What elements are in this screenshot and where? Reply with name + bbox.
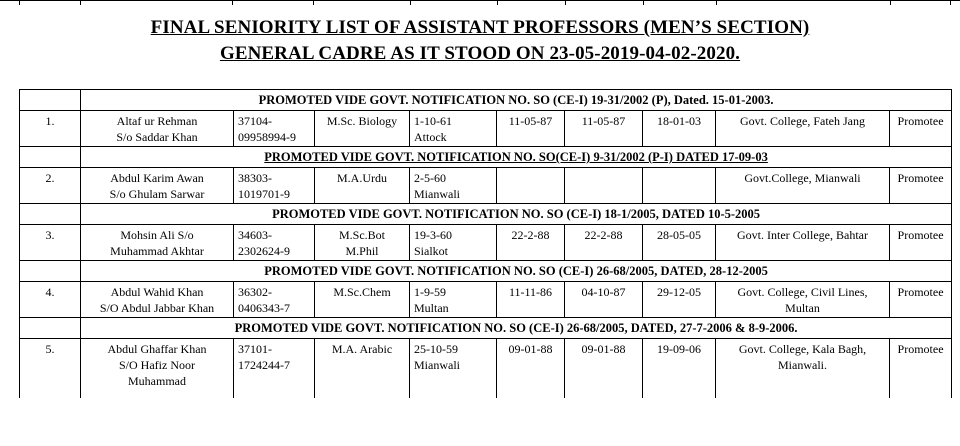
qualification-cell bbox=[315, 282, 410, 318]
notification-header-row bbox=[20, 204, 952, 225]
document-title-line-2: GENERAL CADRE AS IT STOOD ON 23-05-2019-04-02-2020. bbox=[219, 43, 741, 64]
date2-cell: 09-01-88 bbox=[565, 339, 643, 399]
posting-cell bbox=[716, 282, 890, 318]
sections.1.row.name-line: S/o Ghulam Sarwar bbox=[109, 187, 205, 201]
sections.1.row.cnic-line: 1019701-9 bbox=[238, 187, 290, 201]
remarks-cell: Promotee bbox=[890, 111, 952, 147]
serial-number: 4. bbox=[20, 282, 81, 318]
sections.3.row.qualification-line: M.Sc.Chem bbox=[333, 285, 391, 299]
sections.4.row.posting-line: Mianwali. bbox=[778, 358, 827, 372]
sections.4.row.dob-line: 25-10-59 bbox=[414, 342, 458, 356]
qualification-cell bbox=[315, 225, 410, 261]
name-cell bbox=[81, 225, 234, 261]
date1-cell: 22-2-88 bbox=[497, 225, 565, 261]
sections.4.row.qualification-line: M.A. Arabic bbox=[331, 342, 393, 356]
sections.4.row.name-line: S/O Hafiz Noor bbox=[119, 358, 195, 372]
dob-domicile-cell bbox=[410, 282, 497, 318]
date3-cell bbox=[643, 168, 716, 204]
sections.1.row.cnic-line: 38303- bbox=[238, 171, 272, 185]
dob-domicile-cell bbox=[410, 111, 497, 147]
posting-cell bbox=[716, 225, 890, 261]
sections.3.row.dob-line: 1-9-59 bbox=[414, 285, 446, 299]
table-row bbox=[20, 111, 952, 147]
sections.0.row.dob-line: Attock bbox=[414, 130, 447, 144]
sections.4.row.name-line: Abdul Ghaffar Khan bbox=[107, 342, 207, 356]
sections.4.row.name-line: Muhammad bbox=[128, 374, 186, 388]
sections.2.row.cnic-line: 2302624-9 bbox=[238, 244, 290, 258]
notification-header: PROMOTED VIDE GOVT. NOTIFICATION NO. SO (CE-I) 26-68/2005, DATED, 28-12-2005 bbox=[81, 261, 952, 282]
qualification-cell bbox=[315, 111, 410, 147]
sections.0.row.posting-line: Govt. College, Fateh Jang bbox=[740, 114, 865, 128]
sections.0.row.qualification-line: M.Sc. Biology bbox=[326, 114, 398, 128]
cnic-cell bbox=[234, 225, 315, 261]
table-row bbox=[20, 225, 952, 261]
remarks-cell: Promotee bbox=[890, 225, 952, 261]
sections.1.row.qualification-line: M.A.Urdu bbox=[337, 171, 387, 185]
sections.1.row.dob-line: Mianwali bbox=[414, 187, 460, 201]
sections.3.row.posting-line: Multan bbox=[785, 301, 820, 315]
header-blank-cell bbox=[20, 204, 81, 225]
header-blank-cell bbox=[20, 147, 81, 168]
notification-header-row bbox=[20, 261, 952, 282]
serial-number: 1. bbox=[20, 111, 81, 147]
date2-cell bbox=[565, 168, 643, 204]
date3-cell: 18-01-03 bbox=[643, 111, 716, 147]
name-cell bbox=[81, 339, 234, 399]
header-blank-cell bbox=[20, 318, 81, 339]
date1-cell: 11-11-86 bbox=[497, 282, 565, 318]
cnic-cell bbox=[234, 168, 315, 204]
seniority-table bbox=[19, 89, 952, 398]
qualification-cell bbox=[315, 339, 410, 399]
name-cell bbox=[81, 282, 234, 318]
table-row bbox=[20, 282, 952, 318]
sections.2.row.name-line: Muhammad Akhtar bbox=[110, 244, 204, 258]
sections.0.row.name-line: S/o Saddar Khan bbox=[116, 130, 198, 144]
sections.2.row.qualification-line: M.Phil bbox=[345, 244, 379, 258]
sections.2.row.dob-line: 19-3-60 bbox=[414, 228, 452, 242]
sections.4.row.cnic-line: 1724244-7 bbox=[238, 358, 290, 372]
remarks-cell: Promotee bbox=[890, 282, 952, 318]
date3-cell: 29-12-05 bbox=[643, 282, 716, 318]
date1-cell bbox=[497, 168, 565, 204]
sections.0.row.dob-line: 1-10-61 bbox=[414, 114, 452, 128]
document-title-line-1: FINAL SENIORITY LIST OF ASSISTANT PROFESSORS (MEN’S SECTION) bbox=[150, 17, 810, 38]
remarks-cell: Promotee bbox=[890, 168, 952, 204]
sections.1.row.dob-line: 2-5-60 bbox=[414, 171, 446, 185]
qualification-cell bbox=[315, 168, 410, 204]
name-cell bbox=[81, 168, 234, 204]
sections.0.row.cnic-line: 37104- bbox=[238, 114, 272, 128]
sections.2.row.dob-line: Sialkot bbox=[414, 244, 449, 258]
serial-number: 5. bbox=[20, 339, 81, 399]
header-blank-cell bbox=[20, 90, 81, 111]
date1-cell: 11-05-87 bbox=[497, 111, 565, 147]
posting-cell bbox=[716, 111, 890, 147]
dob-domicile-cell bbox=[410, 339, 497, 399]
notification-header-row bbox=[20, 318, 952, 339]
dob-domicile-cell bbox=[410, 168, 497, 204]
sections.3.row.name-line: Abdul Wahid Khan bbox=[110, 285, 204, 299]
sections.3.row.name-line: S/O Abdul Jabbar Khan bbox=[99, 301, 215, 315]
cnic-cell bbox=[234, 282, 315, 318]
notification-header-row bbox=[20, 90, 952, 111]
name-cell bbox=[81, 111, 234, 147]
dob-domicile-cell bbox=[410, 225, 497, 261]
date3-cell: 28-05-05 bbox=[643, 225, 716, 261]
notification-header-row bbox=[20, 147, 952, 168]
sections.4.row.cnic-line: 37101- bbox=[238, 342, 272, 356]
sections.0.row.name-line: Altaf ur Rehman bbox=[116, 114, 198, 128]
previous-page-table-edge bbox=[0, 0, 960, 4]
date2-cell: 22-2-88 bbox=[565, 225, 643, 261]
notification-header: PROMOTED VIDE GOVT. NOTIFICATION NO. SO(CE-I) 9-31/2002 (P-I) DATED 17-09-03 bbox=[81, 147, 952, 168]
cnic-cell bbox=[234, 339, 315, 399]
sections.4.row.posting-line: Govt. College, Kala Bagh, bbox=[738, 342, 867, 356]
sections.3.row.posting-line: Govt. College, Civil Lines, bbox=[737, 285, 868, 299]
serial-number: 3. bbox=[20, 225, 81, 261]
date3-cell: 19-09-06 bbox=[643, 339, 716, 399]
header-blank-cell bbox=[20, 261, 81, 282]
sections.3.row.dob-line: Multan bbox=[414, 301, 449, 315]
date2-cell: 04-10-87 bbox=[565, 282, 643, 318]
notification-header: PROMOTED VIDE GOVT. NOTIFICATION NO. SO (CE-I) 19-31/2002 (P), Dated. 15-01-2003. bbox=[81, 90, 952, 111]
sections.1.row.name-line: Abdul Karim Awan bbox=[110, 171, 204, 185]
sections.2.row.name-line: Mohsin Ali S/o bbox=[120, 228, 194, 242]
notification-header: PROMOTED VIDE GOVT. NOTIFICATION NO. SO (CE-I) 18-1/2005, DATED 10-5-2005 bbox=[81, 204, 952, 225]
sections.3.row.cnic-line: 36302- bbox=[238, 285, 272, 299]
sections.2.row.qualification-line: M.Sc.Bot bbox=[338, 228, 385, 242]
serial-number: 2. bbox=[20, 168, 81, 204]
notification-header: PROMOTED VIDE GOVT. NOTIFICATION NO. SO (CE-I) 26-68/2005, DATED, 27-7-2006 & 8-9-2006. bbox=[81, 318, 952, 339]
sections.2.row.cnic-line: 34603- bbox=[238, 228, 272, 242]
sections.4.row.dob-line: Mianwali bbox=[414, 358, 460, 372]
sections.1.row.posting-line: Govt.College, Mianwali bbox=[744, 171, 861, 185]
posting-cell bbox=[716, 339, 890, 399]
table-row bbox=[20, 339, 952, 399]
table-row bbox=[20, 168, 952, 204]
cnic-cell bbox=[234, 111, 315, 147]
remarks-cell: Promotee bbox=[890, 339, 952, 399]
sections.0.row.cnic-line: 09958994-9 bbox=[238, 130, 296, 144]
posting-cell bbox=[716, 168, 890, 204]
date2-cell: 11-05-87 bbox=[565, 111, 643, 147]
seniority-table-body bbox=[20, 90, 952, 399]
date1-cell: 09-01-88 bbox=[497, 339, 565, 399]
sections.3.row.cnic-line: 0406343-7 bbox=[238, 301, 290, 315]
sections.2.row.posting-line: Govt. Inter College, Bahtar bbox=[737, 228, 868, 242]
